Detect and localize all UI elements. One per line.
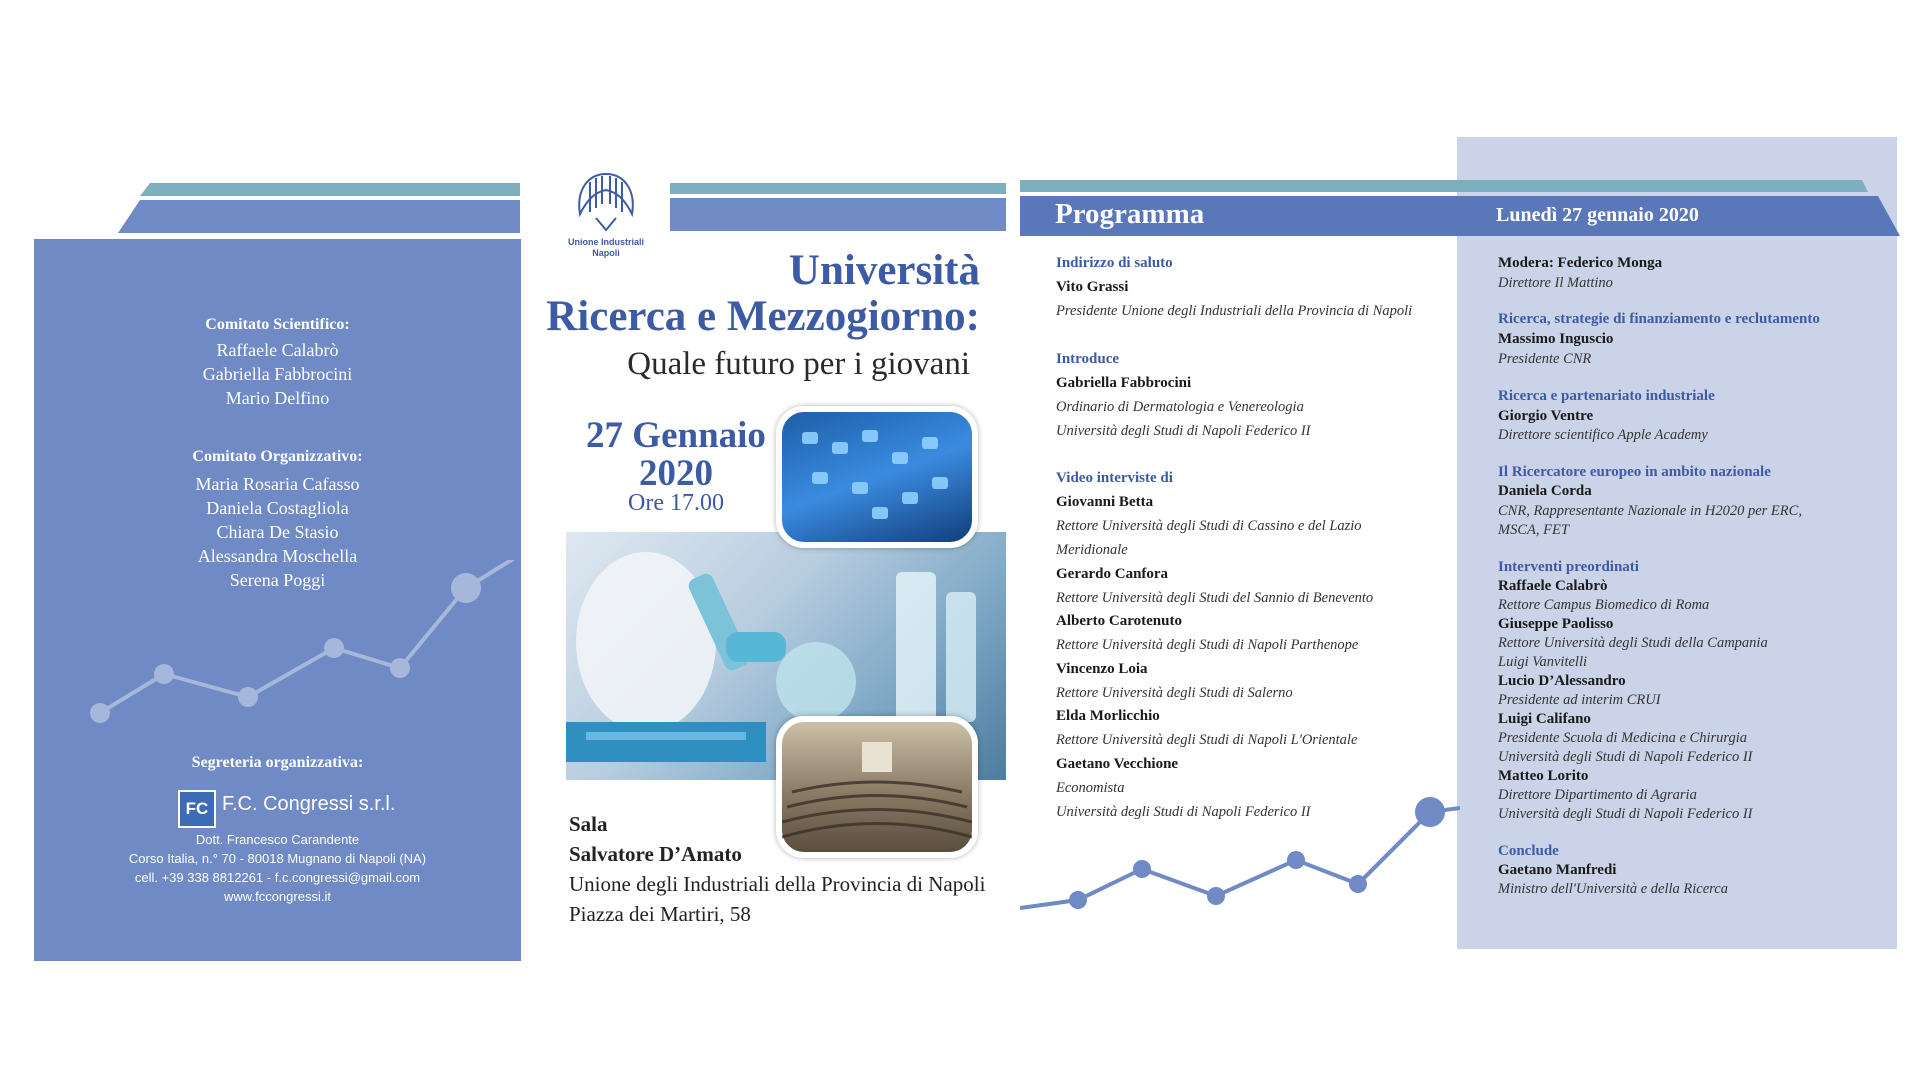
video-speaker: Elda Morlicchio: [1056, 708, 1160, 724]
logo-line-2: Napoli: [592, 248, 620, 258]
segreteria-website: www.fccongressi.it: [224, 889, 331, 904]
conclude-role: Ministro dell'Università e della Ricerca: [1498, 881, 1728, 897]
section-finanziamento-role: Presidente CNR: [1498, 351, 1592, 367]
segreteria-phone-email: cell. +39 338 8812261 - f.c.congressi@gmail.com: [134, 870, 421, 885]
venue-address: Piazza dei Martiri, 58: [569, 902, 751, 926]
saluto-speaker: Vito Grassi: [1056, 279, 1129, 295]
section-ricercatore-speaker: Daniela Corda: [1498, 483, 1592, 499]
cover-date-line-1: 27 Gennaio: [586, 415, 766, 456]
introduce-section-title: Introduce: [1056, 351, 1120, 367]
intervento-speaker: Luigi Califano: [1498, 711, 1591, 727]
comitato-organizzativo-member: Daniela Costagliola: [206, 498, 349, 518]
eagle-logo-icon: [566, 168, 646, 236]
comitato-organizzativo-member: Alessandra Moschella: [197, 546, 358, 566]
fc-congressi-logo-mark: FC: [178, 790, 216, 828]
section-ricercatore-role: MSCA, FET: [1498, 522, 1569, 538]
video-speaker-role: Rettore Università degli Studi di Napoli L'Orientale: [1056, 732, 1358, 748]
auditorium-bubble-image: [776, 716, 978, 858]
intervento-role: Università degli Studi di Napoli Federico II: [1498, 806, 1753, 822]
segreteria-address: Corso Italia, n.° 70 - 80018 Mugnano di Napoli (NA): [128, 851, 427, 866]
intervento-role: Luigi Vanvitelli: [1498, 654, 1588, 670]
comitato-scientifico-member: Gabriella Fabbrocini: [202, 364, 353, 384]
introduce-role: Ordinario di Dermatologia e Venereologia: [1056, 399, 1304, 415]
cover-title-line-2: Ricerca e Mezzogiorno:: [546, 293, 980, 340]
video-speaker: Gaetano Vecchione: [1056, 756, 1179, 772]
section-finanziamento-title: Ricerca, strategie di finanziamento e reclutamento: [1498, 311, 1820, 327]
video-speaker: Alberto Carotenuto: [1056, 613, 1182, 629]
intervento-role: Presidente ad interim CRUI: [1498, 692, 1661, 708]
intervento-role: Rettore Università degli Studi della Campania: [1498, 635, 1768, 651]
video-speaker-affiliation: Università degli Studi di Napoli Federico II: [1056, 804, 1311, 820]
intervento-role: Rettore Campus Biomedico di Roma: [1498, 597, 1710, 613]
cover-time: Ore 17.00: [628, 490, 724, 516]
introduce-affiliation: Università degli Studi di Napoli Federico II: [1056, 423, 1311, 439]
video-speaker-role: Rettore Università degli Studi di Cassino e del Lazio: [1056, 518, 1362, 534]
comitato-scientifico-member: Mario Delfino: [225, 388, 330, 408]
cover-date-line-2: 2020: [639, 453, 713, 494]
technology-bubble-image: [776, 406, 978, 548]
comitato-organizzativo-member: Maria Rosaria Cafasso: [195, 474, 360, 494]
header-stripes: [0, 0, 530, 240]
venue-label: Sala: [569, 812, 608, 836]
logo-line-1: Unione Industriali: [567, 237, 644, 247]
section-ricercatore-title: Il Ricercatore europeo in ambito nazionale: [1498, 464, 1771, 480]
programma-trend-line: [1020, 780, 1460, 920]
segreteria-contact: Dott. Francesco Carandente: [195, 832, 360, 847]
fc-congressi-logo-text: F.C. Congressi s.r.l.: [222, 793, 396, 815]
video-speaker-role: Rettore Università degli Studi del Sannio di Benevento: [1056, 590, 1374, 606]
section-finanziamento-speaker: Massimo Inguscio: [1498, 331, 1614, 347]
tech-icons-graphic: [782, 412, 972, 542]
section-interventi-title: Interventi preordinati: [1498, 559, 1639, 575]
cover-subtitle: Quale futuro per i giovani: [627, 346, 970, 382]
auditorium-seats-graphic: [782, 722, 972, 852]
intervento-speaker: Matteo Lorito: [1498, 768, 1589, 784]
video-speaker: Vincenzo Loia: [1056, 661, 1148, 677]
section-ricercatore-role: CNR, Rappresentante Nazionale in H2020 per ERC,: [1498, 503, 1802, 519]
intervento-role: Presidente Scuola di Medicina e Chirurgia: [1498, 730, 1748, 746]
cover-title-line-1: Università: [788, 247, 980, 294]
venue-organization: Unione degli Industriali della Provincia di Napoli: [569, 872, 986, 896]
intervento-role: Direttore Dipartimento di Agraria: [1498, 787, 1697, 803]
video-speaker: Gerardo Canfora: [1056, 566, 1169, 582]
moderator: Modera: Federico Monga: [1498, 255, 1663, 271]
day-title: Lunedì 27 gennaio 2020: [1496, 204, 1699, 226]
introduce-speaker: Gabriella Fabbrocini: [1056, 375, 1192, 391]
video-speaker-role: Economista: [1056, 780, 1125, 796]
conclude-speaker: Gaetano Manfredi: [1498, 862, 1617, 878]
segreteria-heading: Segreteria organizzativa:: [191, 754, 364, 771]
programma-title: Programma: [1055, 198, 1205, 230]
comitato-organizzativo-member: Serena Poggi: [229, 570, 326, 590]
video-speaker-role: Meridionale: [1056, 542, 1128, 558]
section-conclude-title: Conclude: [1498, 843, 1559, 859]
moderator-role: Direttore Il Mattino: [1498, 275, 1613, 291]
section-partenariato-role: Direttore scientifico Apple Academy: [1498, 427, 1708, 443]
video-speaker: Giovanni Betta: [1056, 494, 1154, 510]
video-section-title: Video interviste di: [1056, 470, 1173, 486]
intervento-role: Università degli Studi di Napoli Federico II: [1498, 749, 1753, 765]
intervento-speaker: Lucio D’Alessandro: [1498, 673, 1626, 689]
intervento-speaker: Raffaele Calabrò: [1498, 578, 1608, 594]
video-speaker-role: Rettore Università degli Studi di Napoli Parthenope: [1056, 637, 1359, 653]
section-partenariato-speaker: Giorgio Ventre: [1498, 408, 1594, 424]
intervento-speaker: Giuseppe Paolisso: [1498, 616, 1614, 632]
comitato-organizzativo-heading: Comitato Organizzativo:: [192, 448, 363, 465]
section-partenariato-title: Ricerca e partenariato industriale: [1498, 388, 1715, 404]
left-panel-header-bars: [0, 0, 530, 240]
comitato-scientifico-heading: Comitato Scientifico:: [205, 316, 350, 333]
venue-name: Salvatore D’Amato: [569, 842, 742, 866]
saluto-section-title: Indirizzo di saluto: [1056, 255, 1173, 271]
saluto-role: Presidente Unione degli Industriali della Provincia di Napoli: [1056, 303, 1413, 319]
video-speaker-role: Rettore Università degli Studi di Salerno: [1056, 685, 1293, 701]
comitato-scientifico-member: Raffaele Calabrò: [216, 340, 339, 360]
comitato-organizzativo-member: Chiara De Stasio: [216, 522, 339, 542]
